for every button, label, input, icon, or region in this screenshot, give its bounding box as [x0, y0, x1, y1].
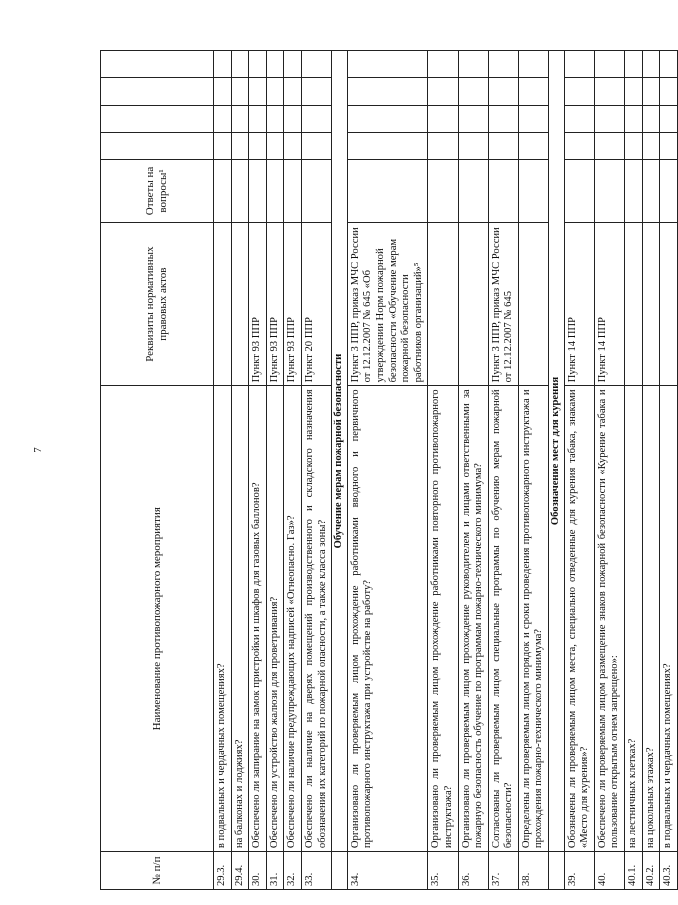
row-measure: Организовано ли проверяемым лицом прохождение работниками повторного противопожарного инструктажа? — [428, 386, 458, 852]
table-row — [428, 51, 458, 890]
header-answers: Ответы на вопросы¹ — [101, 160, 214, 223]
row-answer[interactable] — [266, 160, 284, 223]
table-row — [231, 51, 249, 890]
section-blank — [332, 852, 348, 890]
row-number: 36. — [458, 852, 488, 890]
row-blank[interactable] — [625, 105, 643, 132]
row-blank[interactable] — [347, 78, 428, 105]
row-answer[interactable] — [231, 160, 249, 223]
row-blank[interactable] — [214, 105, 232, 132]
row-answer[interactable] — [625, 160, 643, 223]
row-requisites: Пункт 93 ППР — [266, 222, 284, 386]
section-title: Обозначение мест для курения — [549, 51, 565, 852]
row-blank[interactable] — [594, 78, 624, 105]
header-num: № п/п — [101, 852, 214, 890]
row-blank[interactable] — [564, 78, 594, 105]
row-requisites: Пункт 93 ППР — [284, 222, 302, 386]
row-number: 33. — [301, 852, 331, 890]
row-blank[interactable] — [625, 78, 643, 105]
row-number: 30. — [249, 852, 267, 890]
row-blank[interactable] — [301, 105, 331, 132]
page-number: 7 — [32, 447, 44, 453]
row-number: 37. — [488, 852, 518, 890]
row-blank[interactable] — [458, 51, 488, 78]
row-answer[interactable] — [347, 160, 428, 223]
row-blank[interactable] — [488, 132, 518, 159]
row-measure: Согласованы ли проверяемым лицом специальные программы по обучению мерам пожарной безопасности? — [488, 386, 518, 852]
rotated-page — [100, 50, 674, 890]
row-requisites — [642, 222, 660, 386]
row-blank[interactable] — [284, 105, 302, 132]
row-number: 40.1. — [625, 852, 643, 890]
row-blank[interactable] — [625, 132, 643, 159]
row-blank[interactable] — [642, 105, 660, 132]
row-blank[interactable] — [347, 132, 428, 159]
row-blank[interactable] — [428, 105, 458, 132]
row-answer[interactable] — [249, 160, 267, 223]
row-number: 32. — [284, 852, 302, 890]
row-blank[interactable] — [214, 132, 232, 159]
row-blank[interactable] — [642, 78, 660, 105]
header-blank — [101, 51, 214, 78]
row-blank[interactable] — [488, 78, 518, 105]
row-blank[interactable] — [660, 105, 678, 132]
header-row — [101, 51, 214, 890]
table-row — [266, 51, 284, 890]
row-blank[interactable] — [231, 78, 249, 105]
row-blank[interactable] — [347, 105, 428, 132]
row-blank[interactable] — [249, 51, 267, 78]
row-measure: Обеспечено ли устройство жалюзи для проветривания? — [266, 386, 284, 852]
row-blank[interactable] — [660, 51, 678, 78]
row-requisites: Пункт 20 ППР — [301, 222, 331, 386]
row-blank[interactable] — [266, 132, 284, 159]
table-row — [458, 51, 488, 890]
row-blank[interactable] — [347, 51, 428, 78]
table-row — [642, 51, 660, 890]
row-blank[interactable] — [301, 132, 331, 159]
row-blank[interactable] — [594, 132, 624, 159]
row-answer[interactable] — [284, 160, 302, 223]
row-number: 34. — [347, 852, 428, 890]
row-measure: на лестничных клетках? — [625, 386, 643, 852]
row-blank[interactable] — [458, 105, 488, 132]
row-blank[interactable] — [428, 132, 458, 159]
row-blank[interactable] — [214, 78, 232, 105]
row-blank[interactable] — [231, 132, 249, 159]
row-blank[interactable] — [249, 78, 267, 105]
row-blank[interactable] — [458, 132, 488, 159]
row-blank[interactable] — [266, 105, 284, 132]
row-number: 40. — [594, 852, 624, 890]
row-answer[interactable] — [301, 160, 331, 223]
table-row — [660, 51, 678, 890]
table-row — [347, 51, 428, 890]
row-number: 31. — [266, 852, 284, 890]
row-answer[interactable] — [594, 160, 624, 223]
row-blank[interactable] — [284, 51, 302, 78]
row-blank[interactable] — [660, 132, 678, 159]
row-requisites: Пункт 3 ППР, приказ МЧС России от 12.12.2007 № 645 — [488, 222, 518, 386]
row-measure: Определены ли проверяемым лицом порядок и сроки проведения противопожарного инструктажа и прохождения пожарно-технического минимума? — [518, 386, 548, 852]
row-number: 40.3. — [660, 852, 678, 890]
table-row — [564, 51, 594, 890]
header-blank — [101, 132, 214, 159]
table-row — [594, 51, 624, 890]
row-blank[interactable] — [214, 51, 232, 78]
row-requisites — [660, 222, 678, 386]
table-row — [214, 51, 232, 890]
row-measure: Организовано ли проверяемым лицом прохождение руководителем и лицами ответственными за пожарную безопасность обучение по программам пожарно-технического минимума? — [458, 386, 488, 852]
row-blank[interactable] — [231, 51, 249, 78]
row-blank[interactable] — [284, 78, 302, 105]
row-blank[interactable] — [428, 78, 458, 105]
row-blank[interactable] — [564, 132, 594, 159]
table-row — [284, 51, 302, 890]
row-answer[interactable] — [660, 160, 678, 223]
row-number: 29.4. — [231, 852, 249, 890]
row-blank[interactable] — [518, 78, 548, 105]
row-answer[interactable] — [642, 160, 660, 223]
row-blank[interactable] — [642, 51, 660, 78]
row-number: 38. — [518, 852, 548, 890]
section-title: Обучение мерам пожарной безопасности — [332, 51, 348, 852]
header-name: Наименование противопожарного мероприятия — [101, 386, 214, 852]
row-blank[interactable] — [564, 105, 594, 132]
section-blank — [549, 852, 565, 890]
row-blank[interactable] — [488, 51, 518, 78]
row-number: 40.2. — [642, 852, 660, 890]
section-heading-row — [549, 51, 565, 890]
row-measure: Организовано ли проверяемым лицом прохождение работниками вводного и первичного противопожарного инструктажа при устройстве на работу? — [347, 386, 428, 852]
row-blank[interactable] — [231, 105, 249, 132]
row-number: 29.3. — [214, 852, 232, 890]
row-requisites — [428, 222, 458, 386]
row-blank[interactable] — [564, 51, 594, 78]
row-blank[interactable] — [518, 132, 548, 159]
row-answer[interactable] — [214, 160, 232, 223]
row-measure: в подвальных и чердачных помещениях? — [214, 386, 232, 852]
row-requisites: Пункт 3 ППР, приказ МЧС России от 12.12.2007 № 645 «Об утверждении Норм пожарной безопасности «Обучение мерам пожарной безопасности работников организаций»⁵ — [347, 222, 428, 386]
section-heading-row — [332, 51, 348, 890]
row-blank[interactable] — [660, 78, 678, 105]
row-measure: Обозначены ли проверяемым лицом места, специально отведенные для курения табака, знаками «Место для курения»? — [564, 386, 594, 852]
header-blank — [101, 78, 214, 105]
header-blank — [101, 105, 214, 132]
row-blank[interactable] — [594, 51, 624, 78]
row-measure: Обеспечено ли проверяемым лицом размещение знаков пожарной безопасности «Курение табака и пользование открытым огнем запрещено»: — [594, 386, 624, 852]
row-requisites — [625, 222, 643, 386]
row-answer[interactable] — [518, 160, 548, 223]
row-requisites — [518, 222, 548, 386]
row-measure: Обеспечено ли наличие предупреждающих надписей «Огнеопасно. Газ»? — [284, 386, 302, 852]
row-answer[interactable] — [488, 160, 518, 223]
row-requisites — [231, 222, 249, 386]
row-blank[interactable] — [518, 51, 548, 78]
header-requisites: Реквизиты нормативных правовых актов — [101, 222, 214, 386]
table-row — [301, 51, 331, 890]
row-blank[interactable] — [284, 132, 302, 159]
table-row — [518, 51, 548, 890]
row-blank[interactable] — [642, 132, 660, 159]
table-row — [625, 51, 643, 890]
row-blank[interactable] — [249, 132, 267, 159]
row-blank[interactable] — [266, 51, 284, 78]
row-answer[interactable] — [458, 160, 488, 223]
row-blank[interactable] — [518, 105, 548, 132]
row-blank[interactable] — [249, 105, 267, 132]
row-requisites — [458, 222, 488, 386]
row-number: 39. — [564, 852, 594, 890]
row-requisites — [214, 222, 232, 386]
table-row — [249, 51, 267, 890]
row-blank[interactable] — [458, 78, 488, 105]
row-blank[interactable] — [301, 51, 331, 78]
row-blank[interactable] — [625, 51, 643, 78]
checklist-table — [100, 50, 678, 890]
row-measure: на балконах и лоджиях? — [231, 386, 249, 852]
row-measure: в подвальных и чердачных помещениях? — [660, 386, 678, 852]
row-measure: Обеспечено ли наличие на дверях помещений производственного и складского назначения обозначения их категорий по пожарной опасности, а также класса зоны? — [301, 386, 331, 852]
row-answer[interactable] — [428, 160, 458, 223]
row-number: 35. — [428, 852, 458, 890]
table-row — [488, 51, 518, 890]
row-requisites: Пункт 14 ППР — [564, 222, 594, 386]
row-blank[interactable] — [594, 105, 624, 132]
row-blank[interactable] — [488, 105, 518, 132]
row-blank[interactable] — [301, 78, 331, 105]
row-measure: на цокольных этажах? — [642, 386, 660, 852]
row-requisites: Пункт 93 ППР — [249, 222, 267, 386]
row-blank[interactable] — [428, 51, 458, 78]
row-measure: Обеспечено ли запирание на замок пристройки и шкафов для газовых баллонов? — [249, 386, 267, 852]
row-answer[interactable] — [564, 160, 594, 223]
row-requisites: Пункт 14 ППР — [594, 222, 624, 386]
row-blank[interactable] — [266, 78, 284, 105]
